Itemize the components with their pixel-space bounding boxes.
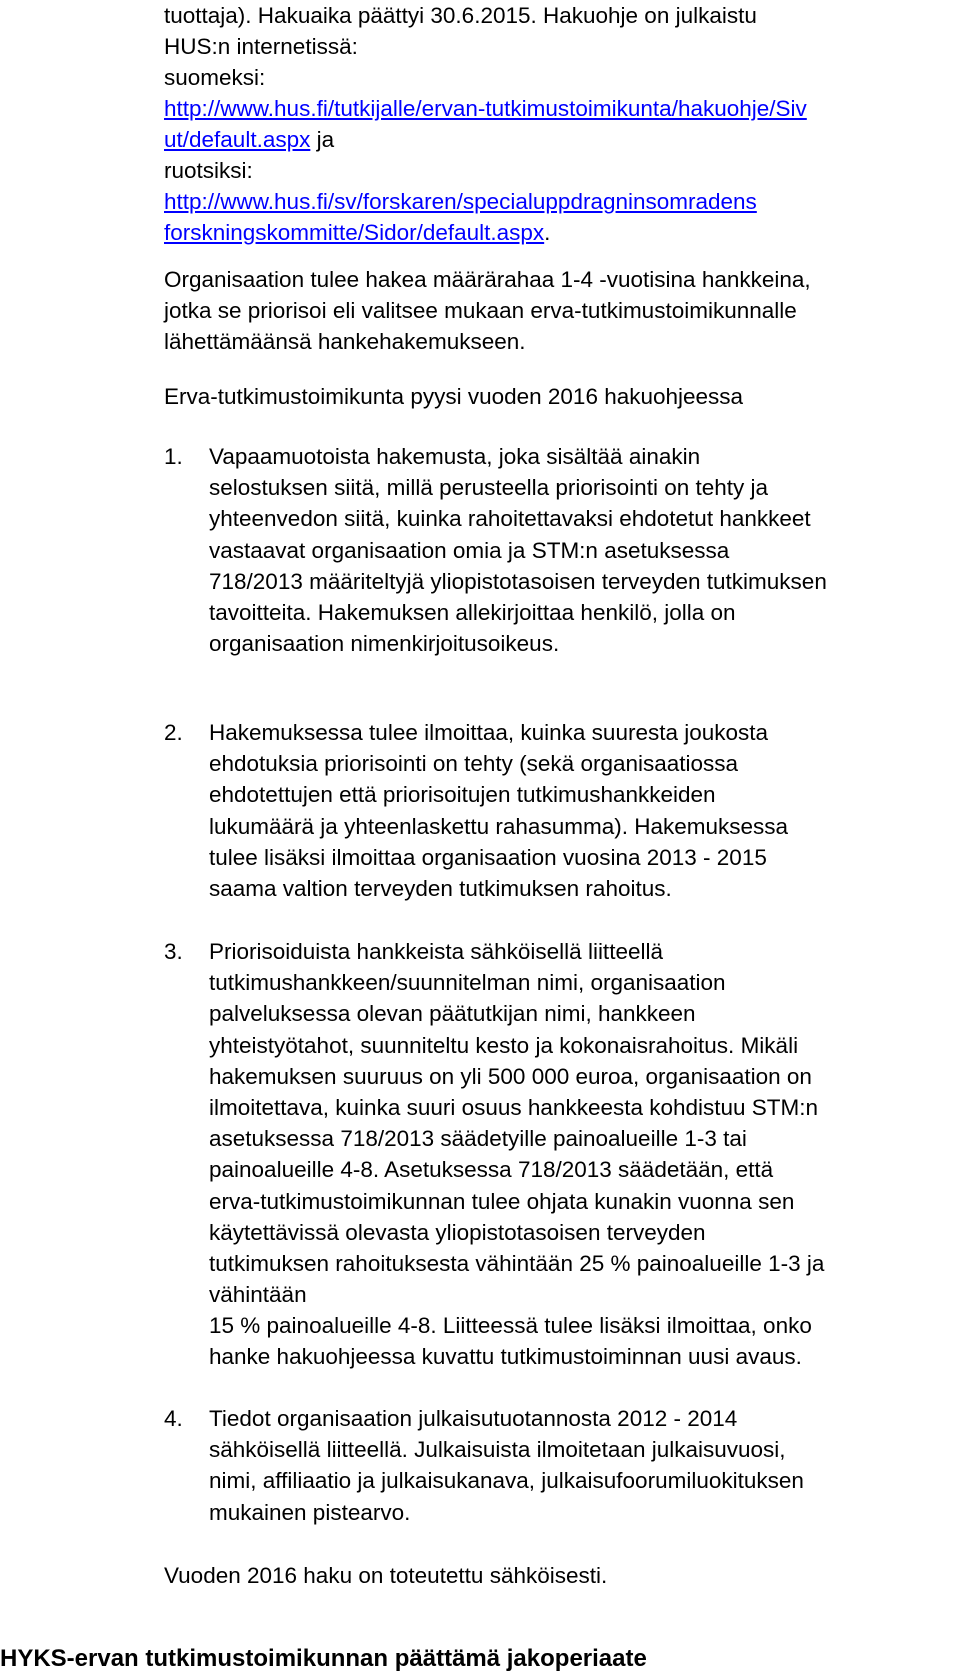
intro-line: suomeksi:: [164, 65, 266, 90]
list-number: 3.: [164, 939, 183, 964]
list-line: tulee lisäksi ilmoittaa organisaation vuosina 2013 - 2015: [209, 844, 767, 870]
swedish-label: ruotsiksi:: [164, 158, 253, 183]
paragraph-erva: [164, 381, 743, 412]
list-line: vastaavat organisaation omia ja STM:n asetuksessa: [209, 537, 730, 563]
list-line: Vapaamuotoista hakemusta, joka sisältää ainakin: [209, 444, 701, 469]
list-line: painoalueille 4-8. Asetuksessa 718/2013 säädetään, että: [209, 1157, 774, 1183]
list-item-body: [209, 936, 824, 1373]
paragraph-line: lähettämäänsä hankehakemukseen.: [164, 329, 526, 354]
list-line: tutkimuksen rahoituksesta vähintään 25 % painoalueille 1-3 ja: [209, 1250, 825, 1276]
link-suffix: .: [544, 220, 551, 245]
list-line: 718/2013 määriteltyjä yliopistotasoisen terveyden tutkimuksen: [209, 568, 827, 594]
paragraph-line: Vuoden 2016 haku on toteutettu sähköisesti.: [164, 1563, 608, 1588]
paragraph-line: jotka se priorisoi eli valitsee mukaan erva-tutkimustoimikunnalle: [164, 298, 797, 323]
list-number: 4.: [164, 1406, 183, 1431]
list-line: selostuksen siitä, millä perusteella priorisointi on tehty ja: [209, 475, 769, 501]
paragraph-line: Organisaation tulee hakea määrärahaa 1-4 -vuotisina hankkeina,: [164, 267, 811, 292]
list-line: asetuksessa 718/2013 säädetyille painoalueille 1-3 tai: [209, 1126, 747, 1152]
list-line: tutkimushankkeen/suunnitelman nimi, organisaation: [209, 970, 726, 996]
list-line: sähköisellä liitteellä. Julkaisuista ilmoitetaan julkaisuvuosi,: [209, 1437, 786, 1463]
list-line: käytettävissä olevasta yliopistotasoisen terveyden: [209, 1219, 706, 1245]
section-heading: HYKS-ervan tutkimustoimikunnan päättämä jakoperiaate: [0, 1645, 647, 1672]
list-line: hanke hakuohjeessa kuvattu tutkimustoiminnan uusi avaus.: [209, 1344, 802, 1370]
intro-line: tuottaja). Hakuaika päättyi 30.6.2015. Hakuohje on julkaistu: [164, 3, 757, 28]
list-item-body: [209, 717, 788, 904]
list-line: ehdotettujen että priorisoitujen tutkimushankkeiden: [209, 782, 716, 808]
list-number: 2.: [164, 720, 183, 745]
link-finnish-instructions-cont[interactable]: ut/default.aspx: [164, 127, 311, 152]
link-suffix: ja: [310, 127, 335, 152]
list-line: tavoitteita. Hakemuksen allekirjoittaa henkilö, jolla on: [209, 599, 736, 625]
list-line: yhteistyötahot, suunniteltu kesto ja kokonaisrahoitus. Mikäli: [209, 1032, 799, 1058]
list-line: Tiedot organisaation julkaisutuotannosta 2012 - 2014: [209, 1406, 738, 1431]
closing-paragraph: [164, 1560, 607, 1591]
list-item-body: [209, 441, 827, 659]
list-line: organisaation nimenkirjoitusoikeus.: [209, 631, 560, 657]
list-item-body: [209, 1403, 804, 1528]
list-line: nimi, affiliaatio ja julkaisukanava, julkaisufoorumiluokituksen: [209, 1468, 804, 1494]
list-line: vähintään: [209, 1282, 307, 1308]
list-line: ehdotuksia priorisointi on tehty (sekä organisaatiossa: [209, 751, 739, 777]
link-finnish-instructions[interactable]: http://www.hus.fi/tutkijalle/ervan-tutkimustoimikunta/hakuohje/Siv: [164, 96, 807, 121]
paragraph-line: Erva-tutkimustoimikunta pyysi vuoden 2016 hakuohjeessa: [164, 384, 744, 409]
list-line: palveluksessa olevan päätutkijan nimi, hankkeen: [209, 1001, 696, 1027]
link-swedish-instructions-cont[interactable]: forskningskommitte/Sidor/default.aspx: [164, 220, 545, 245]
list-line: erva-tutkimustoimikunnan tulee ohjata kunakin vuonna sen: [209, 1188, 795, 1214]
list-line: 15 % painoalueille 4-8. Liitteessä tulee lisäksi ilmoittaa, onko: [209, 1313, 812, 1339]
list-line: Hakemuksessa tulee ilmoittaa, kuinka suuresta joukosta: [209, 720, 769, 745]
paragraph-organisation: [164, 264, 811, 357]
list-line: saama valtion terveyden tutkimuksen rahoitus.: [209, 875, 672, 901]
list-line: hakemuksen suuruus on yli 500 000 euroa, organisaation on: [209, 1063, 812, 1089]
link-swedish-instructions[interactable]: http://www.hus.fi/sv/forskaren/specialuppdragninsomradens: [164, 189, 757, 214]
list-line: Priorisoiduista hankkeista sähköisellä liitteellä: [209, 939, 663, 964]
list-line: ilmoitettava, kuinka suuri osuus hankkeesta kohdistuu STM:n: [209, 1094, 819, 1120]
list-line: lukumäärä ja yhteenlaskettu rahasumma). Hakemuksessa: [209, 813, 789, 839]
intro-section: [164, 0, 807, 248]
list-line: yhteenvedon siitä, kuinka rahoitettavaksi ehdotetut hankkeet: [209, 506, 811, 532]
intro-line: HUS:n internetissä:: [164, 34, 358, 59]
list-number: 1.: [164, 444, 183, 469]
list-line: mukainen pistearvo.: [209, 1499, 411, 1525]
